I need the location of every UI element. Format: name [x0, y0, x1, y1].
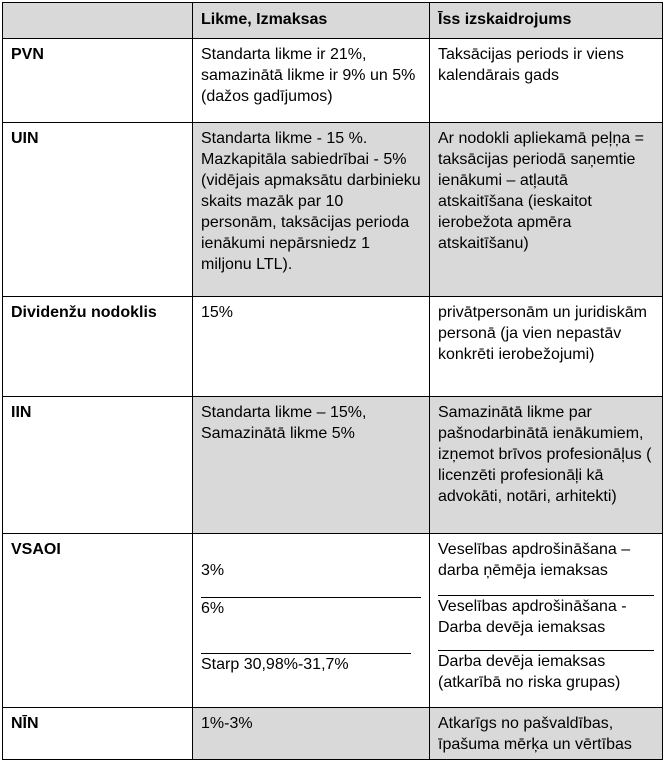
rate-cell: Standarta likme - 15 %. Mazkapitāla sabiedrībai - 5% (vidējais apmaksātu darbinieku skaits mazāk par 10 personām, taksācijas perioda ienākumi nepārsniedz 1 miljonu LTL). — [193, 123, 430, 297]
header-empty — [3, 3, 193, 39]
description-cell — [430, 534, 663, 708]
rate-sub-value: 3% — [201, 562, 225, 579]
table-row — [3, 297, 663, 397]
header-description: Īss izskaidrojums — [430, 3, 663, 39]
tax-name-cell: PVN — [3, 39, 193, 123]
tax-name-cell: NĪN — [3, 708, 193, 760]
description-sub-value: Veselības apdrošināšana - Darba devēja iemaksas — [438, 598, 627, 636]
rate-cell: Standarta likme ir 21%, samazinātā likme ir 9% un 5% (dažos gadījumos) — [193, 39, 430, 123]
rate-cell: 15% — [193, 297, 430, 397]
tax-name-cell: Dividenžu nodoklis — [3, 297, 193, 397]
tax-table — [2, 2, 663, 760]
rate-sub-value: Starp 30,98%-31,7% — [201, 656, 349, 673]
header-row — [3, 3, 663, 39]
rate-sub-value: 6% — [201, 600, 225, 617]
description-cell: privātpersonām un juridiskām personā (ja vien nepastāv konkrēti ierobežojumi) — [430, 297, 663, 397]
tax-name-cell: VSAOI — [3, 534, 193, 708]
table-row — [3, 534, 663, 708]
rate-cell: Standarta likme – 15%, Samazinātā likme 5% — [193, 397, 430, 534]
table-row — [3, 708, 663, 760]
table-row — [3, 39, 663, 123]
table-row — [3, 123, 663, 297]
header-rate: Likme, Izmaksas — [193, 3, 430, 39]
description-sub-value: Veselības apdrošināšana – darba ņēmēja iemaksas — [438, 541, 631, 579]
tax-name-cell: UIN — [3, 123, 193, 297]
rate-cell: 1%-3% — [193, 708, 430, 760]
description-sub-value: Darba devēja iemaksas (atkarībā no riska grupas) — [438, 653, 621, 691]
description-cell: Atkarīgs no pašvaldības, īpašuma mērķa un vērtības — [430, 708, 663, 760]
description-cell: Taksācijas periods ir viens kalendārais gads — [430, 39, 663, 123]
description-cell: Samazinātā likme par pašnodarbinātā ienākumiem, izņemot brīvos profesionāļus ( licenzēti profesionāļi kā advokāti, notāri, arhitekti) — [430, 397, 663, 534]
rate-cell — [193, 534, 430, 708]
table-row — [3, 397, 663, 534]
tax-name-cell: IIN — [3, 397, 193, 534]
description-cell: Ar nodokli apliekamā peļņa = taksācijas periodā saņemtie ienākumi – atļautā atskaitīšana (ieskaitot ierobežota apmēra atskaitīšanu) — [430, 123, 663, 297]
